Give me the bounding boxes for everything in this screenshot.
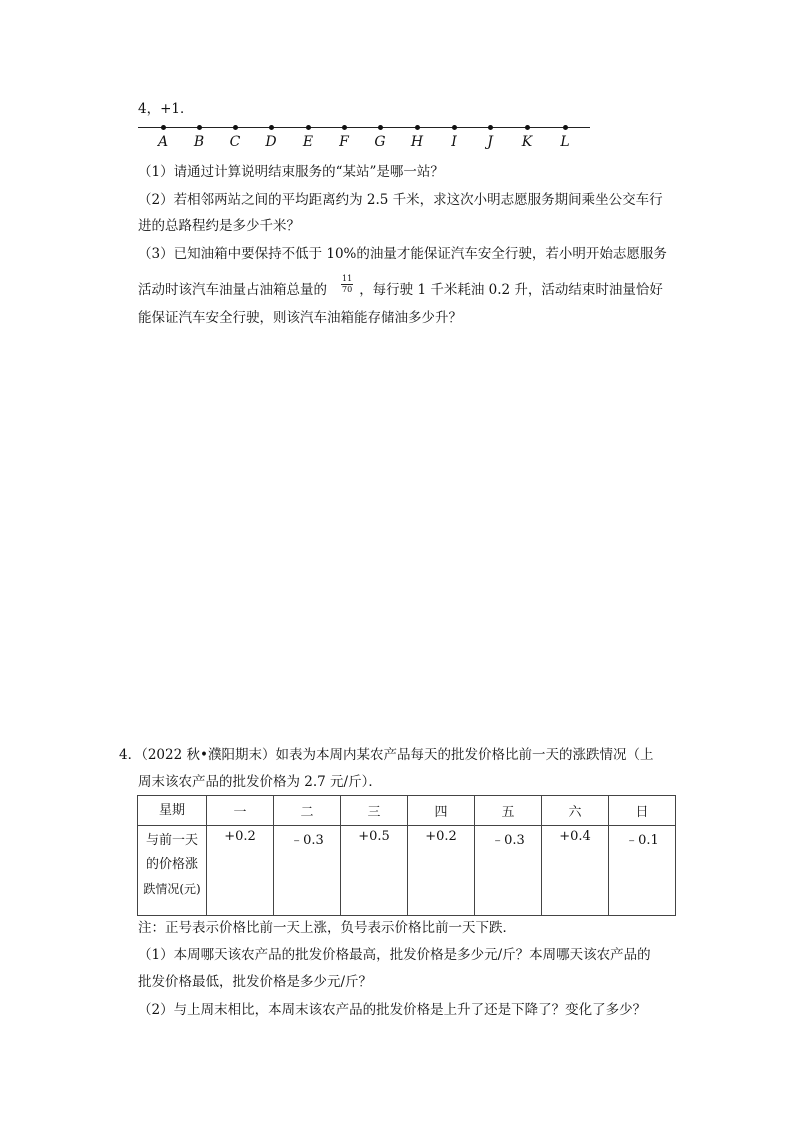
station-label: J: [487, 134, 493, 150]
station-label: D: [265, 134, 277, 150]
problem-4-intro-line-2: 周末该农产品的批发价格为 2.7 元/斤）．: [138, 774, 382, 790]
day-cell: 一: [207, 796, 274, 826]
station-dot: [306, 125, 311, 130]
station-j: [480, 120, 500, 150]
value-cell: +0.2: [207, 826, 274, 916]
station-dot: [233, 125, 238, 130]
station-dot: [269, 125, 274, 130]
row-label-cell: [138, 826, 207, 916]
question-3-1: （1）请通过计算说明结束服务的“某站”是哪一站？: [138, 164, 444, 180]
station-l: [555, 120, 575, 150]
station-dot: [415, 125, 420, 130]
value-cell: +0.5: [341, 826, 408, 916]
station-dot: [563, 125, 568, 130]
station-label: C: [229, 134, 241, 150]
station-number-line: [138, 120, 590, 154]
value-cell: +0.2: [408, 826, 475, 916]
station-c: [225, 120, 245, 150]
table-header-row: [138, 796, 676, 826]
station-label: B: [193, 134, 205, 150]
header-label-cell: 星期: [138, 796, 207, 826]
question-3-3-line-1: （3）已知油箱中要保持不低于 10%的油量才能保证汽车安全行驶，若小明开始志愿服务: [138, 246, 667, 262]
station-f: [334, 120, 354, 150]
day-cell: 三: [341, 796, 408, 826]
question-4-1-line-2: 批发价格最低，批发价格是多少元/斤？: [138, 974, 373, 990]
value-cell: ﹣0.1: [609, 826, 676, 916]
table-data-row: [138, 826, 676, 916]
question-4-2: （2）与上周末相比，本周末该农产品的批发价格是上升了还是下降了？变化了多少？: [138, 1002, 647, 1018]
value-cell: +0.4: [542, 826, 609, 916]
station-label: A: [157, 134, 169, 150]
fraction-numerator: 11: [342, 274, 353, 283]
day-cell: 二: [274, 796, 341, 826]
q3-text-after: ，每行驶 1 千米耗油 0.2 升，活动结束时油量恰好: [359, 282, 663, 298]
price-change-table: [137, 795, 676, 916]
station-label: H: [410, 134, 424, 150]
station-dot: [452, 125, 457, 130]
station-g: [370, 120, 390, 150]
row-label-line: 的价格涨: [145, 857, 198, 872]
station-dot: [488, 125, 493, 130]
fraction-11-70: [341, 274, 353, 295]
row-label-line: 与前一天: [145, 833, 198, 848]
row-label-line: 跌情况(元): [143, 882, 201, 896]
station-d: [261, 120, 281, 150]
q3-text-before: 活动时该汽车油量占油箱总量的: [138, 282, 327, 298]
station-dot: [378, 125, 383, 130]
station-dot: [525, 125, 530, 130]
problem-4-intro-line-1: 4．（2022 秋•濮阳期末）如表为本周内某农产品每天的批发价格比前一天的涨跌情况（上: [119, 747, 654, 763]
station-dot: [161, 125, 166, 130]
station-i: [444, 120, 464, 150]
value-cell: ﹣0.3: [475, 826, 542, 916]
station-label: G: [374, 134, 386, 150]
station-dot: [197, 125, 202, 130]
question-3-2-line-1: （2）若相邻两站之间的平均距离约为 2.5 千米，求这次小明志愿服务期间乘坐公交车行: [138, 192, 663, 208]
day-cell: 六: [542, 796, 609, 826]
station-b: [189, 120, 209, 150]
day-cell: 四: [408, 796, 475, 826]
question-4-1-line-1: （1）本周哪天该农产品的批发价格最高，批发价格是多少元/斤？本周哪天该农产品的: [138, 947, 651, 963]
question-3-2-line-2: 进的总路程约是多少千米？: [138, 218, 300, 234]
day-cell: 日: [609, 796, 676, 826]
station-k: [517, 120, 537, 150]
station-h: [407, 120, 427, 150]
station-label: E: [302, 134, 314, 150]
day-cell: 五: [475, 796, 542, 826]
station-dot: [342, 125, 347, 130]
question-3-3-line-2: [138, 274, 663, 301]
station-label: K: [521, 134, 533, 150]
station-label: L: [560, 134, 570, 150]
question-3-3-line-3: 能保证汽车安全行驶，则该汽车油箱能存储油多少升？: [138, 310, 462, 326]
header-fragment: 4，+1．: [138, 101, 194, 117]
value-cell: ﹣0.3: [274, 826, 341, 916]
table-note: 注：正号表示价格比前一天上涨，负号表示价格比前一天下跌．: [138, 920, 516, 936]
station-label: F: [339, 134, 349, 150]
station-label: I: [451, 134, 457, 150]
station-e: [298, 120, 318, 150]
fraction-denominator: 70: [342, 285, 353, 294]
station-a: [153, 120, 173, 150]
